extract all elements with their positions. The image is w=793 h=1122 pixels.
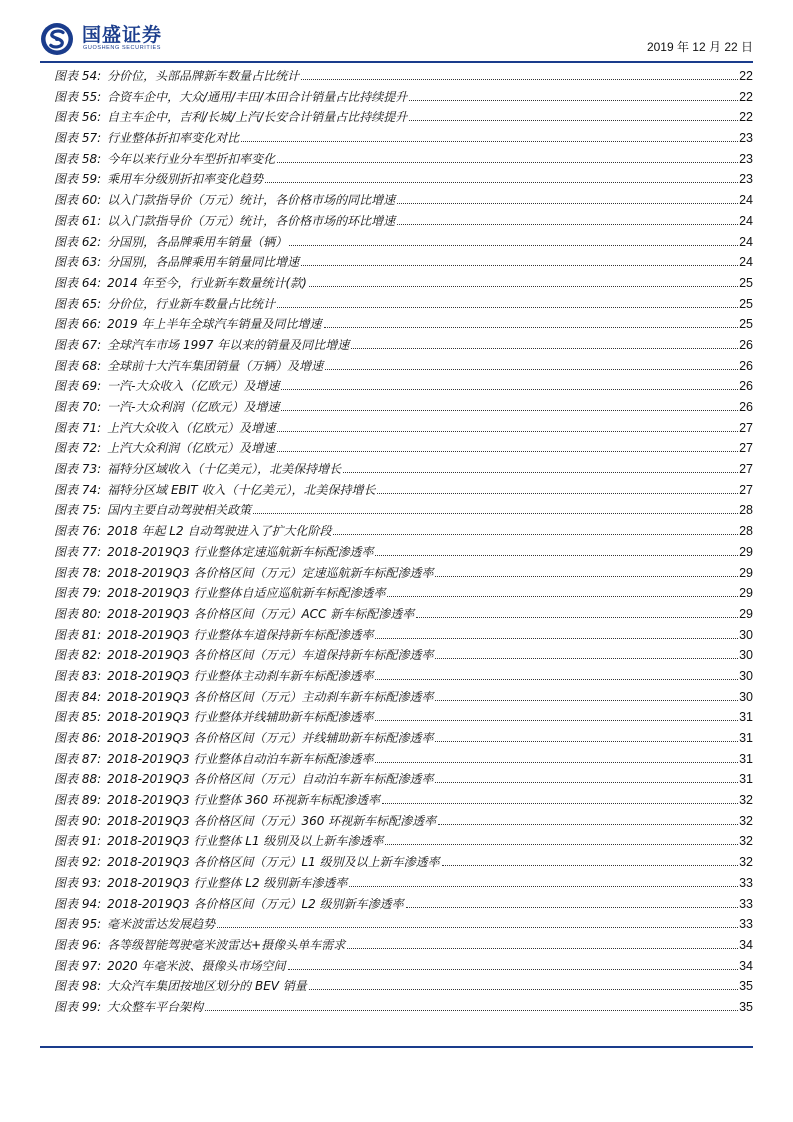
toc-entry[interactable]: [54, 481, 753, 502]
figure-title: 2018-2019Q3 各价格区间（万元）自动泊车新车标配渗透率: [107, 772, 434, 787]
figure-title: 各等级智能驾驶毫米波雷达+摄像头单车需求: [107, 937, 346, 952]
page-number: 30: [739, 648, 753, 663]
figure-label: 图表 63:: [54, 255, 102, 270]
figure-label: 图表 93:: [54, 875, 102, 890]
figure-title: 福特分区域收入（十亿美元），北美保持增长: [107, 462, 342, 477]
toc-entry[interactable]: [54, 626, 753, 647]
figure-title: 一汽-大众利润（亿欧元）及增速: [107, 400, 280, 414]
dot-leader: [288, 969, 739, 970]
dot-leader: [217, 927, 738, 928]
dot-leader: [377, 493, 738, 494]
toc-entry[interactable]: [54, 419, 753, 440]
figure-title: 国内主要自动驾驶相关政策: [107, 503, 252, 518]
toc-entry[interactable]: [54, 874, 753, 895]
figure-title: 2014 年至今，行业新车数量统计(款): [107, 275, 307, 290]
dot-leader: [241, 141, 738, 142]
figure-title: 福特分区域 EBIT 收入（十亿美元），北美保持增长: [107, 482, 376, 497]
page-number: 26: [739, 337, 753, 352]
dot-leader: [409, 100, 738, 101]
figure-label: 图表 81:: [54, 627, 102, 642]
figure-label: 图表 71:: [54, 420, 102, 435]
toc-entry[interactable]: [54, 832, 753, 853]
toc-entry[interactable]: [54, 729, 753, 750]
toc-entry[interactable]: [54, 791, 753, 812]
dot-leader: [325, 369, 738, 370]
dot-leader: [301, 265, 738, 266]
dot-leader: [265, 182, 738, 183]
figure-label: 图表 88:: [54, 772, 102, 787]
figure-title: 2018-2019Q3 行业整体 L1 级别及以上新车渗透率: [107, 834, 384, 849]
brand-name: 国盛证券: [82, 24, 163, 46]
figure-title: 大众汽车集团按地区划分的 BEV 销量: [107, 979, 307, 994]
page-number: 24: [739, 234, 753, 249]
dot-leader: [397, 224, 738, 225]
figure-title: 全球前十大汽车集团销量（万辆）及增速: [107, 358, 324, 373]
figure-title: 2018-2019Q3 行业整体车道保持新车标配渗透率: [107, 627, 374, 642]
page-number: 22: [739, 69, 753, 83]
figure-title: 2018-2019Q3 行业整体自适应巡航新车标配渗透率: [107, 586, 386, 601]
dot-leader: [375, 638, 738, 639]
dot-leader: [438, 824, 738, 825]
page-number: 33: [739, 917, 753, 932]
page-number: 29: [739, 544, 753, 559]
figure-label: 图表 91:: [54, 834, 102, 849]
figure-title: 2018-2019Q3 各价格区间（万元）ACC 新车标配渗透率: [107, 606, 415, 621]
dot-leader: [343, 472, 738, 473]
dot-leader: [309, 286, 738, 287]
toc-entry[interactable]: [54, 584, 753, 605]
page-number: 22: [739, 89, 753, 104]
figure-title: 2018-2019Q3 行业整体自动泊车新车标配渗透率: [107, 751, 374, 766]
page-number: 30: [739, 689, 753, 704]
dot-leader: [409, 120, 738, 121]
figure-title: 分价位，头部品牌新车数量占比统计: [107, 69, 300, 83]
toc-entry[interactable]: [54, 646, 753, 667]
figure-label: 图表 64:: [54, 275, 102, 290]
figure-label: 图表 78:: [54, 565, 102, 580]
page-number: 23: [739, 172, 753, 187]
page-number: 28: [739, 524, 753, 539]
figure-title: 毫米波雷达发展趋势: [107, 917, 216, 932]
figure-title: 2018-2019Q3 各价格区间（万元）360 环视新车标配渗透率: [107, 813, 437, 828]
dot-leader: [324, 327, 739, 328]
figure-title: 2019 年上半年全球汽车销量及同比增速: [107, 317, 322, 332]
toc-entry[interactable]: [54, 812, 753, 833]
figure-title: 上汽大众利润（亿欧元）及增速: [107, 441, 276, 456]
figure-label: 图表 96:: [54, 937, 102, 952]
figure-label: 图表 82:: [54, 648, 102, 663]
figure-title: 2018 年起 L2 自动驾驶进入了扩大化阶段: [107, 524, 332, 539]
figure-title: 2018-2019Q3 行业整体定速巡航新车标配渗透率: [107, 544, 374, 559]
page-number: 24: [739, 213, 753, 228]
toc-entry[interactable]: [54, 605, 753, 626]
brand-subtitle: GUOSHENG SECURITIES: [83, 45, 162, 51]
toc-entry[interactable]: [54, 708, 753, 729]
toc-entry[interactable]: [54, 439, 753, 460]
figure-label: 图表 97:: [54, 958, 102, 973]
figure-title: 分国别，各品牌乘用车销量（辆）: [107, 234, 288, 249]
figure-label: 图表 59:: [54, 172, 102, 187]
page-number: 26: [739, 358, 753, 373]
footer-divider: [40, 1046, 753, 1048]
toc-entry[interactable]: [54, 770, 753, 791]
page-number: 31: [739, 710, 753, 725]
dot-leader: [277, 162, 738, 163]
figure-title: 2018-2019Q3 行业整体并线辅助新车标配渗透率: [107, 710, 374, 725]
toc-entry[interactable]: [54, 274, 753, 295]
page-number: 22: [739, 110, 753, 125]
toc-entry[interactable]: [54, 233, 753, 254]
toc-entry[interactable]: [54, 336, 753, 357]
toc-entry[interactable]: [54, 667, 753, 688]
figure-title: 自主车企中，吉利/长城/上汽/长安合计销量占比持续提升: [107, 110, 408, 125]
page-number: 32: [739, 834, 753, 849]
page-number: 25: [739, 275, 753, 290]
figure-title: 行业整体折扣率变化对比: [107, 131, 240, 146]
toc-entry[interactable]: [54, 357, 753, 378]
toc-entry[interactable]: [54, 501, 753, 522]
dot-leader: [435, 782, 738, 783]
toc-entry[interactable]: [54, 295, 753, 316]
dot-leader: [406, 907, 739, 908]
figure-label: 图表 70:: [54, 400, 102, 414]
dot-leader: [387, 596, 738, 597]
figure-title: 以入门款指导价（万元）统计，各价格市场的环比增速: [107, 213, 396, 228]
page-number: 31: [739, 751, 753, 766]
toc-entry[interactable]: [54, 977, 753, 998]
toc-entry[interactable]: [54, 522, 753, 543]
figure-label: 图表 54:: [54, 69, 102, 83]
dot-leader: [277, 451, 738, 452]
page-number: 25: [739, 296, 753, 311]
toc-entry[interactable]: [54, 170, 753, 191]
toc-entry[interactable]: [54, 750, 753, 771]
dot-leader: [442, 865, 739, 866]
figure-label: 图表 68:: [54, 358, 102, 373]
figure-title: 上汽大众收入（亿欧元）及增速: [107, 420, 276, 435]
dot-leader: [301, 79, 738, 80]
toc-entry[interactable]: [54, 253, 753, 274]
figure-label: 图表 85:: [54, 710, 102, 725]
dot-leader: [281, 410, 738, 411]
figure-label: 图表 72:: [54, 441, 102, 456]
dot-leader: [435, 700, 738, 701]
toc-entry[interactable]: [54, 377, 753, 398]
toc-entry[interactable]: [54, 543, 753, 564]
page-number: 27: [739, 441, 753, 456]
figure-label: 图表 89:: [54, 793, 102, 808]
toc-entry[interactable]: [54, 67, 753, 88]
figure-title: 合资车企中，大众/通用/丰田/本田合计销量占比持续提升: [107, 89, 408, 104]
figure-label: 图表 66:: [54, 317, 102, 332]
header-divider: [40, 61, 753, 63]
dot-leader: [351, 348, 738, 349]
figure-label: 图表 95:: [54, 917, 102, 932]
figure-label: 图表 75:: [54, 503, 102, 518]
figure-label: 图表 84:: [54, 689, 102, 704]
page-number: 34: [739, 937, 753, 952]
figure-label: 图表 60:: [54, 193, 102, 208]
figure-title: 2018-2019Q3 各价格区间（万元）主动刹车新车标配渗透率: [107, 689, 434, 704]
figure-label: 图表 79:: [54, 586, 102, 601]
dot-leader: [281, 389, 738, 390]
dot-leader: [205, 1010, 738, 1011]
dot-leader: [277, 431, 738, 432]
dot-leader: [397, 203, 738, 204]
figure-title: 2018-2019Q3 行业整体 360 环视新车标配渗透率: [107, 793, 380, 808]
page-number: 33: [739, 875, 753, 890]
page-number: 33: [739, 896, 753, 911]
page-number: 30: [739, 627, 753, 642]
figure-label: 图表 69:: [54, 379, 102, 394]
figure-title: 2020 年毫米波、摄像头市场空间: [107, 958, 286, 973]
figure-label: 图表 87:: [54, 751, 102, 766]
figure-title: 2018-2019Q3 各价格区间（万元）L1 级别及以上新车渗透率: [107, 855, 440, 870]
page-number: 28: [739, 503, 753, 518]
page-number: 30: [739, 668, 753, 683]
figure-title: 2018-2019Q3 各价格区间（万元）并线辅助新车标配渗透率: [107, 731, 434, 745]
page-number: 32: [739, 813, 753, 828]
figure-title: 2018-2019Q3 行业整体主动刹车新车标配渗透率: [107, 668, 374, 683]
page-header: [40, 18, 753, 58]
dot-leader: [416, 617, 738, 618]
page-number: 32: [739, 855, 753, 870]
figure-title: 一汽-大众收入（亿欧元）及增速: [107, 379, 280, 394]
figure-title: 乘用车分级别折扣率变化趋势: [107, 172, 264, 187]
dot-leader: [385, 844, 738, 845]
figure-title: 2018-2019Q3 各价格区间（万元）车道保持新车标配渗透率: [107, 648, 434, 663]
figure-label: 图表 67:: [54, 337, 102, 352]
report-date: 2019 年 12 月 22 日: [646, 40, 753, 54]
figure-label: 图表 73:: [54, 462, 102, 477]
figure-label: 图表 58:: [54, 151, 102, 166]
figure-label: 图表 99:: [54, 999, 102, 1014]
dot-leader: [347, 948, 738, 949]
dot-leader: [253, 513, 738, 514]
dot-leader: [435, 741, 738, 742]
figure-label: 图表 56:: [54, 110, 102, 125]
page-number: 35: [739, 999, 753, 1014]
dot-leader: [375, 720, 738, 721]
page-number: 32: [739, 793, 753, 808]
figure-label: 图表 98:: [54, 979, 102, 994]
dot-leader: [289, 245, 738, 246]
toc-entry[interactable]: [54, 895, 753, 916]
figure-title: 全球汽车市场 1997 年以来的销量及同比增速: [107, 337, 350, 352]
page-number: 24: [739, 255, 753, 270]
toc-entry[interactable]: [54, 129, 753, 150]
figure-label: 图表 61:: [54, 213, 102, 228]
page-number: 26: [739, 379, 753, 394]
page-number: 27: [739, 462, 753, 477]
dot-leader: [375, 555, 738, 556]
dot-leader: [277, 307, 738, 308]
figure-label: 图表 65:: [54, 296, 102, 311]
figure-title: 大众整车平台架构: [107, 999, 204, 1014]
page-number: 23: [739, 131, 753, 146]
page-number: 31: [739, 772, 753, 787]
figure-label: 图表 86:: [54, 731, 102, 745]
figure-label: 图表 62:: [54, 234, 102, 249]
toc-entry[interactable]: [54, 212, 753, 233]
page-number: 25: [739, 317, 753, 332]
toc-entry[interactable]: [54, 108, 753, 129]
page-number: 29: [739, 565, 753, 580]
figure-title: 以入门款指导价（万元）统计，各价格市场的同比增速: [107, 193, 396, 208]
figure-label: 图表 55:: [54, 89, 102, 104]
figure-title: 2018-2019Q3 各价格区间（万元）定速巡航新车标配渗透率: [107, 565, 434, 580]
page-number: 26: [739, 400, 753, 414]
page-number: 29: [739, 606, 753, 621]
page-number: 27: [739, 420, 753, 435]
toc-entry[interactable]: [54, 398, 753, 419]
page-number: 35: [739, 979, 753, 994]
toc-entry[interactable]: [54, 460, 753, 481]
figure-label: 图表 57:: [54, 131, 102, 146]
figure-index-list: [54, 67, 753, 1019]
toc-entry[interactable]: [54, 957, 753, 978]
toc-entry[interactable]: [54, 88, 753, 109]
toc-entry[interactable]: [54, 998, 753, 1019]
figure-label: 图表 90:: [54, 813, 102, 828]
figure-title: 2018-2019Q3 各价格区间（万元）L2 级别新车渗透率: [107, 896, 404, 911]
dot-leader: [375, 679, 738, 680]
dot-leader: [435, 658, 738, 659]
figure-title: 分价位，行业新车数量占比统计: [107, 296, 276, 311]
figure-title: 分国别，各品牌乘用车销量同比增速: [107, 255, 300, 270]
page-number: 34: [739, 958, 753, 973]
toc-entry[interactable]: [54, 150, 753, 171]
toc-entry[interactable]: [54, 915, 753, 936]
toc-entry[interactable]: [54, 315, 753, 336]
figure-label: 图表 92:: [54, 855, 102, 870]
toc-entry[interactable]: [54, 853, 753, 874]
dot-leader: [309, 989, 738, 990]
page-number: 24: [739, 193, 753, 208]
dot-leader: [375, 762, 738, 763]
figure-title: 今年以来行业分车型折扣率变化: [107, 151, 276, 166]
figure-label: 图表 74:: [54, 482, 102, 497]
toc-entry[interactable]: [54, 688, 753, 709]
figure-label: 图表 77:: [54, 544, 102, 559]
figure-label: 图表 76:: [54, 524, 102, 539]
figure-label: 图表 94:: [54, 896, 102, 911]
figure-title: 2018-2019Q3 行业整体 L2 级别新车渗透率: [107, 875, 348, 890]
toc-entry[interactable]: [54, 564, 753, 585]
toc-entry[interactable]: [54, 191, 753, 212]
toc-entry[interactable]: [54, 936, 753, 957]
page-number: 27: [739, 482, 753, 497]
page-number: 23: [739, 151, 753, 166]
dot-leader: [349, 886, 738, 887]
figure-label: 图表 83:: [54, 668, 102, 683]
guosheng-logo-icon: [40, 22, 74, 56]
figure-label: 图表 80:: [54, 606, 102, 621]
dot-leader: [382, 803, 738, 804]
page-number: 29: [739, 586, 753, 601]
page-number: 31: [739, 731, 753, 745]
dot-leader: [333, 534, 738, 535]
dot-leader: [435, 576, 738, 577]
